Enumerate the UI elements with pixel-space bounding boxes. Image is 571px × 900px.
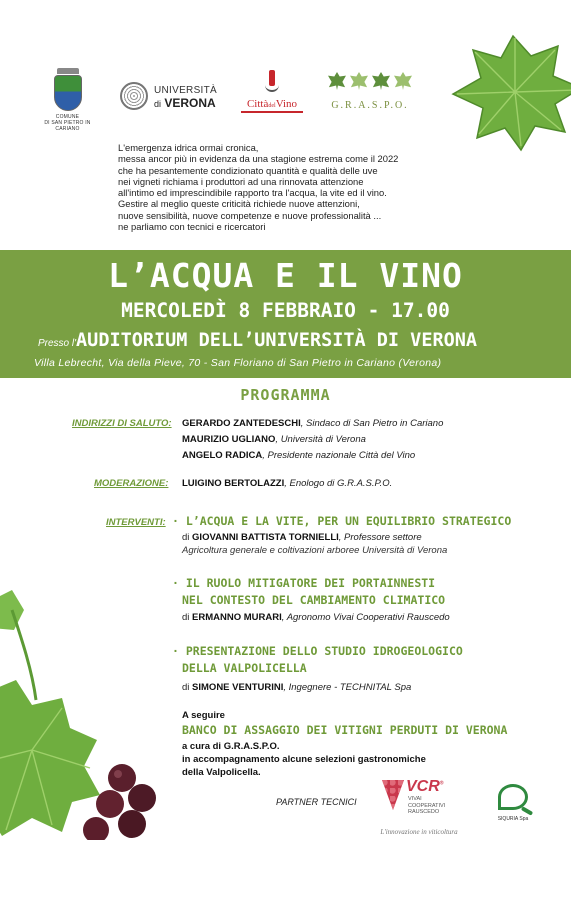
siquria-logo: SIQURIA Spa — [489, 784, 537, 829]
accompagnamento-line2: della Valpolicella. — [182, 767, 261, 778]
logos-row — [40, 68, 440, 138]
comune-logo — [40, 68, 95, 132]
talk1-title: · L’ACQUA E LA VITE, PER UN EQUILIBRIO STRATEGICO — [172, 514, 512, 528]
accompagnamento-line1: in accompagnamento alcune selezioni gastronomiche — [182, 754, 426, 765]
comune-caption: COMUNE DI SAN PIETRO IN CARIANO — [44, 114, 91, 132]
talk2-speaker: di ERMANNO MURARI, Agronomo Vivai Cooperativi Rauscedo — [182, 612, 450, 623]
vine-leaf-top-icon — [443, 28, 571, 153]
event-date: MERCOLEDÌ 8 FEBBRAIO - 17.00 — [121, 299, 450, 322]
grape-leaf-icon — [394, 72, 412, 90]
talk1-speaker: di GIOVANNI BATTISTA TORNIELLI, Professore settore — [182, 532, 422, 543]
saluto-line: GERARDO ZANTEDESCHI, Sindaco di San Pietro in Cariano — [182, 418, 444, 429]
intro-paragraph: L'emergenza idrica ormai cronica, messa ancor più in evidenza da una stagione estrema come il 2022 che ha pesantemente condizionato quantità e qualità delle uve nei vigneti richiama i produttori ad una rinnovata attenzione all'intimo ed imprescindibile rapporto tra l'acqua, la vite ed il vino. Gestire al meglio queste criticità richiede nuove attenzioni, nuove sensibilità, nuove competenze e nuove professionalità ... ne parliamo con tecnici e ricercatori — [118, 142, 399, 233]
banco-assaggio: BANCO DI ASSAGGIO DEI VITIGNI PERDUTI DI VERONA — [182, 723, 508, 737]
moderazione-label: MODERAZIONE: — [94, 478, 169, 489]
vine-leaf-grapes-icon — [0, 580, 162, 840]
graspo-logo — [320, 72, 420, 117]
graspo-text: G.R.A.S.P.O. — [331, 100, 409, 111]
siquria-mark-icon — [498, 784, 528, 810]
saluto-line: ANGELO RADICA, Presidente nazionale Città del Vino — [182, 450, 416, 461]
vcr-slogan: L'innovazione in viticoltura — [380, 828, 458, 836]
citta-del-vino-logo — [241, 70, 303, 115]
event-title: L’ACQUA E IL VINO — [108, 256, 463, 295]
talk3-speaker: di SIMONE VENTURINI, Ingegnere - TECHNITAL Spa — [182, 682, 412, 693]
grape-leaf-icon — [328, 72, 346, 90]
citta-del-vino-text: CittàdelVino — [246, 98, 298, 110]
event-address: Villa Lebrecht, Via della Pieve, 70 - San Floriano di San Pietro in Cariano (Verona) — [34, 357, 442, 369]
talk3-title: · PRESENTAZIONE DELLO STUDIO IDROGEOLOGICO — [172, 644, 463, 658]
interventi-label: INTERVENTI: — [106, 517, 166, 528]
a-cura-di: a cura di G.R.A.S.P.O. — [182, 741, 280, 752]
talk3-title-line2: DELLA VALPOLICELLA — [182, 661, 307, 675]
saluto-line: MAURIZIO UGLIANO, Università di Verona — [182, 434, 366, 445]
partner-label: PARTNER TECNICI — [276, 797, 357, 807]
talk2-title-line2: NEL CONTESTO DEL CAMBIAMENTO CLIMATICO — [182, 593, 446, 607]
wine-glass-icon — [263, 70, 281, 92]
saluto-label: INDIRIZZI DI SALUTO: — [72, 418, 172, 429]
univr-seal-icon — [120, 82, 148, 110]
event-venue: Presso l'AUDITORIUM DELL’UNIVERSITÀ DI VERONA — [38, 330, 478, 351]
vcr-logo: VCR® VIVAI COOPERATIVI RAUSCEDO L'innovazione in viticoltura — [376, 776, 462, 842]
grape-leaf-icon — [350, 72, 368, 90]
univr-line2: di VERONA — [154, 96, 216, 110]
grape-bunch-icon — [382, 780, 404, 810]
programme-title: PROGRAMMA — [240, 386, 331, 404]
a-seguire: A seguire — [182, 710, 225, 721]
univr-logo — [120, 82, 225, 112]
crest-icon — [54, 75, 82, 111]
talk1-role: Agricoltura generale e coltivazioni arboree Università di Verona — [182, 545, 448, 556]
moderatore-line: LUIGINO BERTOLAZZI, Enologo di G.R.A.S.P.O. — [182, 478, 393, 489]
univr-line1: UNIVERSITÀ — [154, 85, 218, 96]
title-banner — [0, 250, 571, 378]
crown-icon — [57, 68, 79, 74]
talk2-title: · IL RUOLO MITIGATORE DEI PORTAINNESTI — [172, 576, 436, 590]
grape-leaf-icon — [372, 72, 390, 90]
